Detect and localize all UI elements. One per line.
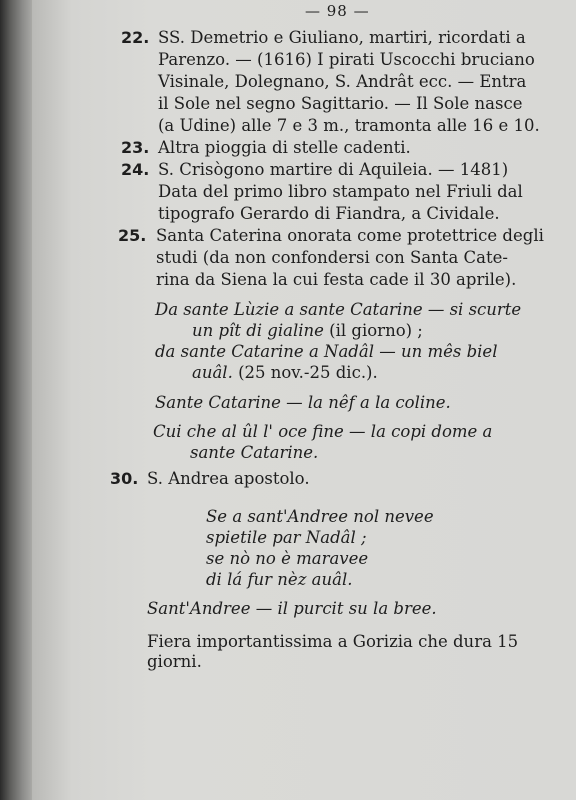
- proverb-line: [192, 321, 423, 340]
- entry-line: rina da Siena la cui festa cade il 30 aprile).: [156, 270, 517, 289]
- entry-line: Santa Caterina onorata come protettrice degli: [156, 226, 544, 245]
- book-gutter-shadow: [0, 0, 32, 800]
- entry-number: 23.: [121, 138, 150, 157]
- entry-line: S. Crisògono martire di Aquileia. — 1481): [158, 160, 509, 179]
- entry-line: Data del primo libro stampato nel Friuli dal: [158, 182, 523, 201]
- proverb-line: [155, 393, 451, 412]
- entry-line: Parenzo. — (1616) I pirati Uscocchi bruciano: [158, 50, 535, 69]
- entry-line: studi (da non confondersi con Santa Cate-: [156, 248, 508, 267]
- proverb-italic: Da sante Lùzie a sante Catarine — si scurte: [155, 300, 522, 319]
- poem-line: spietile par Nadâl ;: [206, 528, 367, 547]
- proverb-line: [153, 422, 492, 441]
- fair-note-line: Fiera importantissima a Gorizia che dura 15: [147, 632, 519, 651]
- entry-number: 22.: [121, 28, 150, 47]
- entry-line: Visinale, Dolegnano, S. Andrât ecc. — Entra: [158, 72, 527, 91]
- entry-line: tipografo Gerardo di Fiandra, a Cividale.: [158, 204, 500, 223]
- proverb-italic: Sante Catarine — la nêf a la coline.: [155, 393, 451, 412]
- proverb-italic: auâl.: [192, 363, 233, 382]
- entry-line: (a Udine) alle 7 e 3 m., tramonta alle 16 e 10.: [158, 116, 540, 135]
- entry-title: S. Andrea apostolo.: [147, 469, 310, 488]
- entry-number: 30.: [110, 469, 139, 488]
- proverb-line: [192, 363, 378, 382]
- proverb-line: [190, 443, 318, 462]
- poem-line: Se a sant'Andree nol nevee: [206, 507, 434, 526]
- poem-line: di lá fur nèz auâl.: [206, 570, 353, 589]
- entry-line: Altra pioggia di stelle cadenti.: [158, 138, 411, 157]
- proverb-italic: un pît di gialine: [192, 321, 324, 340]
- proverb-line: Sant'Andree — il purcit su la bree.: [147, 599, 437, 618]
- proverb-roman: (il giorno) ;: [323, 321, 423, 340]
- proverb-line: [155, 300, 521, 319]
- poem-line: se nò no è maravee: [206, 549, 369, 568]
- proverb-roman: (25 nov.-25 dic.).: [232, 363, 378, 382]
- page-number: — 98 —: [305, 2, 370, 20]
- entry-number: 24.: [121, 160, 150, 179]
- fair-note-line: giorni.: [147, 652, 202, 671]
- proverb-line: [155, 342, 497, 361]
- proverb-italic: sante Catarine.: [190, 443, 319, 462]
- entry-line: SS. Demetrio e Giuliano, martiri, ricordati a: [158, 28, 526, 47]
- proverb-italic: Cui che al ûl l' oce fine — la copi dome a: [153, 422, 493, 441]
- entry-number: 25.: [118, 226, 147, 245]
- entry-line: il Sole nel segno Sagittario. — Il Sole nasce: [158, 94, 523, 113]
- proverb-italic: da sante Catarine a Nadâl — un mês biel: [155, 342, 498, 361]
